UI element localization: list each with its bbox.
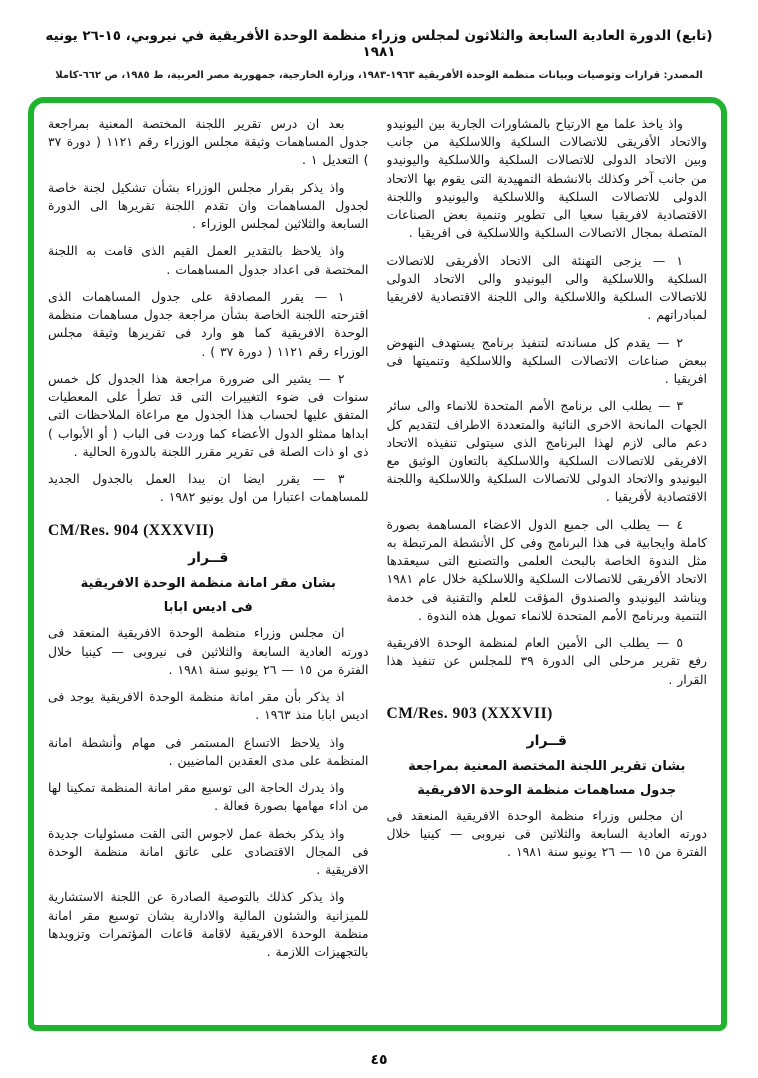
green-border-frame bbox=[28, 97, 727, 1031]
paragraph: اذ يذكر بأن مقر امانة منظمة الوحدة الافريقية يوجد فى اديس ابابا منذ ١٩٦٣ . bbox=[48, 689, 369, 723]
resolution-title: قــرار bbox=[188, 550, 229, 567]
page-header bbox=[30, 28, 728, 81]
resolution-subtitle: فى اديس ابابا bbox=[163, 600, 253, 616]
header-title: (تابع) الدورة العادية السابعة والثلاثون لمجلس وزراء منظمة الوحدة الأفريقية في نيروبي، ١٥-٢٦ يونيه ١٩٨١ bbox=[45, 28, 713, 60]
paragraph: واذ يذكر بقرار مجلس الوزراء بشأن تشكيل لجنة خاصة لجدول المساهمات وان تقدم اللجنة تقريرها الى الدورة السابعة والثلاثين لمجلس الوزراء . bbox=[48, 179, 369, 232]
paragraph: ٣ — يطلب الى برنامج الأمم المتحدة للانماء والى سائر الجهات المانحة الاخرى النائية والمتعددة الاطراف لتقديم كل دعم مالى لازم لهذا البرنامج الذى سيتولى تنفيذه الاتحاد الافريقى للاتصالات السلكية واللاسلكية بالتعاون الوثيق مع اليونيدو والاتحاد الدولى للاتصالات السلكية واللاسلكية واللجنة الاقتصادية لأفريقيا . bbox=[386, 398, 707, 505]
resolution-subtitle: بشان تقرير اللجنة المختصة المعنية بمراجعة bbox=[408, 758, 686, 774]
paragraph: ١ — يزجى التهنئة الى الاتحاد الأفريقى للاتصالات السلكية واللاسلكية والى اليونيدو والى الاتحاد الدولى للاتصالات السلكية واللاسلكية والى اللجنة الاقتصادية لافريقيا لمبادراتهم . bbox=[386, 252, 707, 323]
paragraph: ٤ — يطلب الى جميع الدول الاعضاء المساهمة بصورة كاملة وايجابية فى هذا البرنامج وفى كل الأنشطة المرتبطة به مثل الندوة الخاصة بالبحث العلمى والتصنيع التى سيعقدها الاتحاد الأفريقى للاتصالات السلكية واللاسلكية خلال عام ١٩٨١ ويناشد اليونيدو والصندوق المؤقت للعلم والتقنية فى خدمة التنمية وبرنامج الأمم المتحدة للانماء تمويل هذه الندوة . bbox=[386, 516, 707, 623]
header-source-line: المصدر: قرارات وتوصيات وبيانات منظمة الوحدة الأفريقية ١٩٦٣-١٩٨٣، وزارة الخارجية، جمهورية مصر العربية، ط ١٩٨٥، ص ٦٦٢-كاملا bbox=[55, 70, 703, 81]
text-columns bbox=[48, 115, 707, 1017]
paragraph: بعد ان درس تقرير اللجنة المختصة المعنية بمراجعة جدول المساهمات وثيقة مجلس الوزراء رقم ١١٢١ ( دورة ٣٧ ) التعديل ١ . bbox=[48, 116, 369, 168]
column-left bbox=[48, 115, 369, 1017]
paragraph: ٢ — يشير الى ضرورة مراجعة هذا الجدول كل خمس سنوات فى ضوء التغييرات التى قد تطرأ على المعطيات المتفق عليها لحساب هذا الجدول مع مراعاة الملاحظات التى ابداها ممثلو الدول الأعضاء كما وردت فى الباب ( أو الأبواب ) ذى او ذات الصلة فى تقرير مقرر اللجنة بالدورة الحالية . bbox=[48, 370, 369, 459]
resolution-subtitle: جدول مساهمات منظمة الوحدة الافريقية bbox=[417, 782, 677, 798]
column-right bbox=[387, 115, 708, 1017]
paragraph: ٣ — يقرر ايضا ان يبدا العمل بالجدول الجديد للمساهمات اعتبارا من اول يونيو ١٩٨٢ . bbox=[48, 470, 369, 505]
paragraph: ٥ — يطلب الى الأمين العام لمنظمة الوحدة الافريقية رفع تقرير مرحلى الى الدورة ٣٩ للمجلس عن تنفيذ هذا القرار . bbox=[386, 635, 707, 687]
paragraph: واذ يذكر بخطة عمل لاجوس التى القت مسئوليات جديدة فى المجال الاقتصادى على عاتق امانة منظمة الوحدة الافريقية . bbox=[48, 825, 369, 878]
resolution-id: CM/Res. 904 (XXXVII) bbox=[48, 522, 215, 540]
paragraph: واذ ياخذ علما مع الارتياح بالمشاورات الجارية بين اليونيدو والاتحاد الأفريقى للاتصالات السلكية واللاسلكية من جانب وبين الاتحاد الدولى للاتصالات السلكية واللاسلكية واليونيدو من جانب آخر وكذلك بالانشطة التمهيدية التى يقوم بها الاتحاد الدولى للاتصالات السلكية واللاسلكية واليونيدو واللجنة الاقتصادية لافريقيا سعيا الى تطوير وتنمية بعض الصناعات المتصلة بمجال الاتصالات السلكية واللاسلكية فى افريقيا . bbox=[386, 116, 707, 241]
paragraph: ان مجلس وزراء منظمة الوحدة الافريقية المنعقد فى دورته العادية السابعة والثلاثين فى نيروبى — كينيا خلال الفترة من ١٥ — ٢٦ يونيو سنة ١٩٨١ . bbox=[386, 807, 707, 860]
resolution-subtitle: بشان مقر امانة منظمة الوحدة الافريقية bbox=[80, 576, 336, 592]
paragraph: ٢ — يقدم كل مساندته لتنفيذ برنامج يستهدف النهوض ببعض صناعات الاتصالات السلكية واللاسلكية وتنميتها فى افريقيا . bbox=[386, 334, 707, 387]
paragraph: واذ يلاحظ الاتساع المستمر فى مهام وأنشطة امانة المنظمة على مدى العقدين الماضيين . bbox=[48, 734, 369, 768]
resolution-title: قــرار bbox=[526, 732, 567, 749]
paragraph: ان مجلس وزراء منظمة الوحدة الافريقية المنعقد فى دورته العادية السابعة والثلاثين فى نيروبى — كينيا خلال الفترة من ١٥ — ٢٦ يونيو سنة ١٩٨١ . bbox=[48, 625, 369, 677]
paragraph: واذ يذكر كذلك بالتوصية الصادرة عن اللجنة الاستشارية للميزانية والشئون المالية والادارية بشان توسيع مقر امانة منظمة الوحدة الافريقية لاقامة قاعات المؤتمرات وتزويدها بالتجهيزات اللازمة . bbox=[48, 889, 369, 959]
paragraph: واذ يدرك الحاجة الى توسيع مقر امانة المنظمة تمكينا لها من اداء مهامها بصورة فعالة . bbox=[48, 780, 369, 814]
paragraph: واذ يلاحظ بالتقدير العمل القيم الذى قامت به اللجنة المختصة فى اعداد جدول المساهمات . bbox=[48, 243, 369, 277]
resolution-id: CM/Res. 903 (XXXVII) bbox=[386, 704, 553, 722]
page-number: ٤٥ bbox=[370, 1052, 388, 1068]
paragraph: ١ — يقرر المصادقة على جدول المساهمات الذى اقترحته اللجنة الخاصة بشأن مراجعة جدول مساهمات منظمة الوحدة الافريقية كما هو وارد فى تقريرها وثيقة مجلس الوزراء رقم ١١٢١ ( دورة ٣٧ ) . bbox=[48, 288, 369, 359]
